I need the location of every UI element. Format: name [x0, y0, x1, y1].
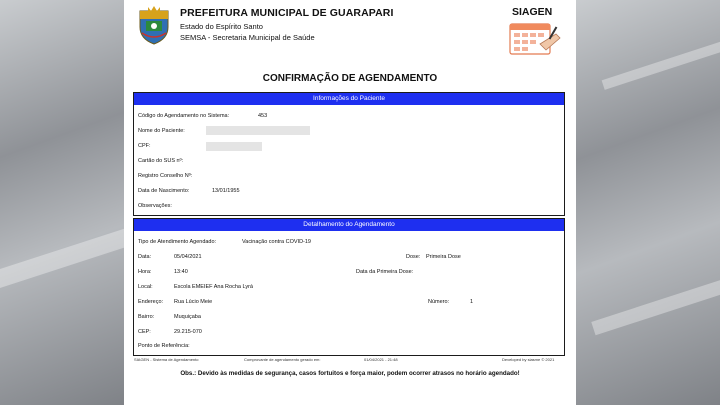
- dose-label: Dose:: [406, 254, 421, 260]
- zip-value: 29.215-070: [174, 329, 202, 335]
- location-value: Escola EMEIEF Ana Rocha Lyrá: [174, 284, 253, 290]
- location-label: Local:: [138, 284, 153, 290]
- brand-name: SIAGEN: [512, 6, 553, 18]
- appointment-document: [124, 0, 576, 405]
- notes-label: Observações:: [138, 203, 172, 209]
- patient-info-box: [133, 92, 565, 216]
- background-right: [576, 0, 720, 405]
- council-label: Registro Conselho Nº:: [138, 173, 193, 179]
- background-left: [0, 0, 124, 405]
- number-value: 1: [470, 299, 474, 305]
- org-department: SEMSA - Secretaria Municipal de Saúde: [180, 33, 315, 42]
- birth-date-label: Data de Nascimento:: [138, 188, 190, 194]
- footer-system: SIAGEN - Sistema de Agendamento: [134, 357, 199, 362]
- appointment-detail-box: [133, 218, 565, 356]
- cpf-label: CPF:: [138, 143, 151, 149]
- zip-label: CEP:: [138, 329, 151, 335]
- patient-name-label: Nome do Paciente:: [138, 128, 185, 134]
- calendar-booking-icon: [508, 20, 562, 58]
- address-label: Endereço:: [138, 299, 164, 305]
- address-value: Rua Lúcio Meie: [174, 299, 213, 305]
- district-label: Bairro:: [138, 314, 155, 320]
- dose-value: Primeira Dose: [426, 254, 461, 260]
- birth-date-value: 13/01/1955: [212, 188, 240, 194]
- redacted-name: [206, 126, 310, 135]
- service-type-label: Tipo de Atendimento Agendado:: [138, 239, 217, 245]
- org-title: PREFEITURA MUNICIPAL DE GUARAPARI: [180, 7, 394, 19]
- time-value: 13:40: [174, 269, 188, 275]
- patient-info-header: Informações do Paciente: [134, 93, 564, 105]
- sus-card-label: Cartão do SUS nº:: [138, 158, 184, 164]
- footer-note: Obs.: Devido às medidas de segurança, casos fortuitos e força maior, podem ocorrer atrasos no horário agendado!: [180, 370, 520, 377]
- document-title: CONFIRMAÇÃO DE AGENDAMENTO: [262, 73, 438, 84]
- city-crest-icon: [136, 5, 172, 45]
- booking-code-value: 453: [258, 113, 268, 119]
- district-value: Muquiçaba: [174, 314, 201, 320]
- number-label: Número:: [428, 299, 450, 305]
- service-type-value: Vacinação contra COVID-19: [242, 239, 311, 245]
- booking-code-label: Código do Agendamento no Sistema:: [138, 113, 230, 119]
- org-state: Estado do Espírito Santo: [180, 22, 263, 31]
- time-label: Hora:: [138, 269, 152, 275]
- first-dose-date-label: Data da Primeira Dose:: [356, 269, 414, 275]
- redacted-cpf: [206, 142, 262, 151]
- footer-generated-datetime: 01/04/2021 - 21:48: [364, 357, 398, 362]
- appointment-detail-header: Detalhamento do Agendamento: [134, 219, 564, 231]
- footer-generated-label: Comprovante de agendamento gerado em:: [244, 357, 321, 362]
- date-label: Data:: [138, 254, 152, 260]
- date-value: 05/04/2021: [174, 254, 202, 260]
- reference-label: Ponto de Referência:: [138, 343, 190, 349]
- footer-credit: Developed by siasme © 2021: [502, 357, 555, 362]
